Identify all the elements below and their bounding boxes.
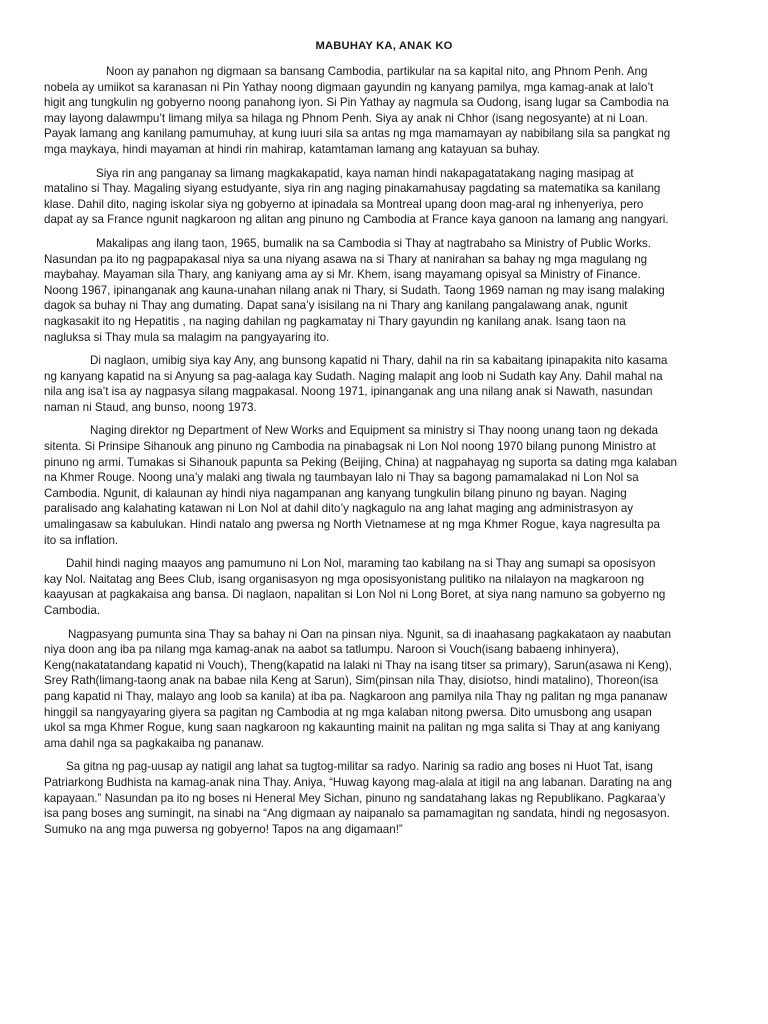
paragraph-line: Naging direktor ng Department of New Works and Equipment sa ministry si Thay noong unang taon ng dekada bbox=[90, 424, 658, 438]
paragraph-line: dagok sa buhay ni Thay ang dumating. Dapat sana’y isisilang na ni Thary ang kanilang pangalawang anak, ngunit bbox=[44, 299, 628, 313]
paragraph-line: Noong 1967, ipinanganak ang kauna-unahan nilang anak ni Thary, si Sudath. Taong 1969 naman ng may isang malaking bbox=[44, 283, 665, 297]
paragraph-line: Dahil hindi naging maayos ang pamumuno ni Lon Nol, maraming tao kabilang na si Thay ang sumapi sa oposisyon bbox=[66, 557, 656, 571]
paragraph-line: nila ang isa’t isa ay nagpasya silang magpakasal. Noong 1971, ipinanganak ang una nilang anak si Nawath, nasundan bbox=[44, 385, 653, 399]
document-body bbox=[44, 64, 728, 845]
paragraph-line: hinggil sa nangyayaring giyera sa pagitan ng Cambodia at ng mga kalaban nitong pwersa. Dito umusbong ang usapan bbox=[44, 705, 652, 719]
paragraph-line: pinuno ng armi. Tumakas si Sihanouk papunta sa Peking (Beijing, China) at nagpahayag ng suporta sa dating mga kalaban bbox=[44, 455, 677, 469]
paragraph bbox=[44, 236, 728, 345]
document-title: MABUHAY KA, ANAK KO bbox=[315, 40, 453, 52]
paragraph-line: Makalipas ang ilang taon, 1965, bumalik na sa Cambodia si Thay at nagtrabaho sa Ministry of Public Works. bbox=[96, 236, 652, 250]
paragraph bbox=[44, 556, 728, 618]
paragraph-line: umalingasaw sa kabulukan. Hindi natalo ang pwersa ng North Vietnamese at ng mga Khmer Rogue, kaya nagresulta pa bbox=[44, 518, 660, 532]
paragraph-line: Siya rin ang panganay sa limang magkakapatid, kaya naman hindi nakapagatatakang naging masipag at bbox=[96, 166, 634, 180]
paragraph-line: matalino si Thay. Magaling siyang estudyante, siya rin ang naging pinakamahusay pagdating sa matematika sa kanilang bbox=[44, 182, 661, 196]
paragraph-line: Cambodia. bbox=[44, 604, 101, 617]
paragraph-line: pang kapatid ni Thay, malayo ang loob sa kanila) at iba pa. Nagkaroon ang pamilya nila Thay ng palitan ng mga pananaw bbox=[44, 689, 668, 703]
paragraph-line: na Khmer Rouge. Noong una’y malaki ang tiwala ng taumbayan lalo ni Thay sa bagong pamamalakad ni Lon Nol sa bbox=[44, 471, 639, 485]
paragraph-line: nagkasakit ito ng Hepatitis , na naging dahilan ng pagkamatay ni Thary gayundin ng kanilang anak. Isang taon na bbox=[44, 314, 626, 328]
paragraph bbox=[44, 627, 728, 752]
paragraph-line: niya doon ang iba pa nilang mga kamag-anak na aabot sa tatlumpu. Naroon si Vouch(isang babaeng inhinyera), bbox=[44, 643, 619, 657]
paragraph bbox=[44, 166, 728, 228]
paragraph-line: ng kanyang kapatid na si Anyung sa pag-aalaga kay Sudath. Naging malapit ang loob ni Sudath kay Any. Dahil mahal na bbox=[44, 369, 663, 383]
paragraph-line: Sumuko na ang mga puwersa ng gobyerno! Tapos na ang digamaan!” bbox=[44, 822, 403, 836]
paragraph-line: maybahay. Mayaman sila Thary, ang kaniyang ama ay si Mr. Khem, isang mayamang opisyal sa Ministry of Finance. bbox=[44, 268, 641, 282]
paragraph-line: Patriarkong Budhista na kamag-anak nina Thay. Aniya, “Huwag kayong mag-alala at itigil na ang labanan. Darating na ang bbox=[44, 775, 672, 789]
paragraph-line: Keng(nakatatandang kapatid ni Vouch), Theng(kapatid na lalaki ni Thay na isang titser sa primary), Sarun(asawa ni Keng), bbox=[44, 658, 672, 672]
paragraph-line: higit ang tungkulin ng gobyerno noong panahong iyon. Si Pin Yathay ay nagmula sa Oudong, isang lugar sa Cambodia na bbox=[44, 96, 669, 110]
paragraph-line: Cambodia. Ngunit, di kalaunan ay hindi niya nagampanan ang kanyang tungkulin bilang pinuno ng bayan. Naging bbox=[44, 486, 627, 500]
paragraph-line: paralisado ang kalahating katawan ni Lon Nol at dahil dito’y nagkagulo na ang lahat maging ang administrasyon ay bbox=[44, 502, 634, 516]
paragraph-line: Sa gitna ng pag-uusap ay natigil ang lahat sa tugtog-militar sa radyo. Narinig sa radio ang boses ni Huot Tat, isang bbox=[66, 760, 653, 774]
paragraph-line: ama dahil nga sa pagkakaiba ng pananaw. bbox=[44, 736, 264, 750]
paragraph-line: klase. Dahil dito, naging iskolar siya ng gobyerno at ipinadala sa Montreal upang doon mag-aral ng inhenyeriya, pero bbox=[44, 197, 644, 211]
paragraph-line: Srey Rath(limang-taong anak na babae nila Keng at Sarun), Sim(pinsan nila Thay, disiotso, hindi matalino), Thoreon(isa bbox=[44, 674, 659, 688]
paragraph-line: kay Nol. Naitatag ang Bees Club, isang organisasyon ng mga oposisyonistang pulitiko na nilalayon na magkaroon ng bbox=[44, 572, 645, 586]
paragraph-line: Noon ay panahon ng digmaan sa bansang Cambodia, partikular na sa kapital nito, ang Phnom Penh. Ang bbox=[106, 65, 648, 78]
paragraph-line: naman ni Staud, ang bunso, noong 1973. bbox=[44, 400, 257, 414]
paragraph bbox=[44, 759, 728, 837]
paragraph-line: sitenta. Si Prinsipe Sihanouk ang pinuno ng Cambodia na pinabagsak ni Lon Nol noong 1970 bilang punong Ministro at bbox=[44, 440, 656, 454]
paragraph bbox=[44, 64, 728, 158]
paragraph-line: isa pang boses ang sumingit, na sinabi na “Ang digmaan ay naipanalo sa pamamagitan ng sandata, hindi ng negosasyon. bbox=[44, 807, 670, 821]
paragraph bbox=[44, 423, 728, 548]
paragraph-line: Payak lamang ang kanilang pamumuhay, at kung iuuri sila sa antas ng mga mamamayan ay nabibilang sila sa pangkat ng bbox=[44, 127, 671, 141]
paragraph-line: ito sa inflation. bbox=[44, 533, 119, 547]
paragraph-line: kaayusan at pagkakaisa ang bansa. Di naglaon, napalitan si Lon Nol ni Long Boret, at siya nang namuno sa gobyerno ng bbox=[44, 588, 666, 602]
paragraph-line: nagluksa si Thay mula sa malagim na pangyayaring ito. bbox=[44, 330, 330, 344]
paragraph-line: dapat ay sa France ngunit nagkaroon ng alitan ang pinuno ng Cambodia at France kaya ganoon na lamang ang nangyari. bbox=[44, 213, 669, 227]
paragraph-line: Nagpasyang pumunta sina Thay sa bahay ni Oan na pinsan niya. Ngunit, sa di inaahasang pagkakataon ay naabutan bbox=[68, 627, 672, 641]
paragraph-line: ukol sa mga Khmer Rogue, kung saan nagkaroon ng kakaunting mainit na palitan ng mga salita si Thay at ang kaniyang bbox=[44, 721, 660, 735]
paragraph-line: may layong dalawmpu’t limang milya sa hilaga ng Phnom Penh. Siya ay anak ni Chhor (isang negosyante) at ni Loan. bbox=[44, 111, 648, 125]
paragraph-line: Di naglaon, umibig siya kay Any, ang bunsong kapatid ni Thary, dahil na rin sa kabaitang ipinapakita nito kasama bbox=[90, 354, 668, 368]
paragraph-line: Nasundan pa ito ng pagpapakasal niya sa una niyang asawa na si Thary at nanirahan sa bahay ng mga magulang ng bbox=[44, 252, 648, 266]
paragraph bbox=[44, 353, 728, 415]
paragraph-line: nobela ay umiikot sa karanasan ni Pin Yathay noong digmaan gayundin ng kanyang pamilya, mga kamag-anak at lalo’t bbox=[44, 80, 654, 94]
paragraph-line: kapayaan.” Nasundan pa ito ng boses ni Heneral Mey Sichan, pinuno ng sandatahang lakas ng Republikano. Pagkaraa’y bbox=[44, 791, 666, 805]
paragraph-line: mga maykaya, hindi mayaman at hindi rin mahirap, katamtaman lamang ang katayuan sa buhay. bbox=[44, 142, 541, 156]
